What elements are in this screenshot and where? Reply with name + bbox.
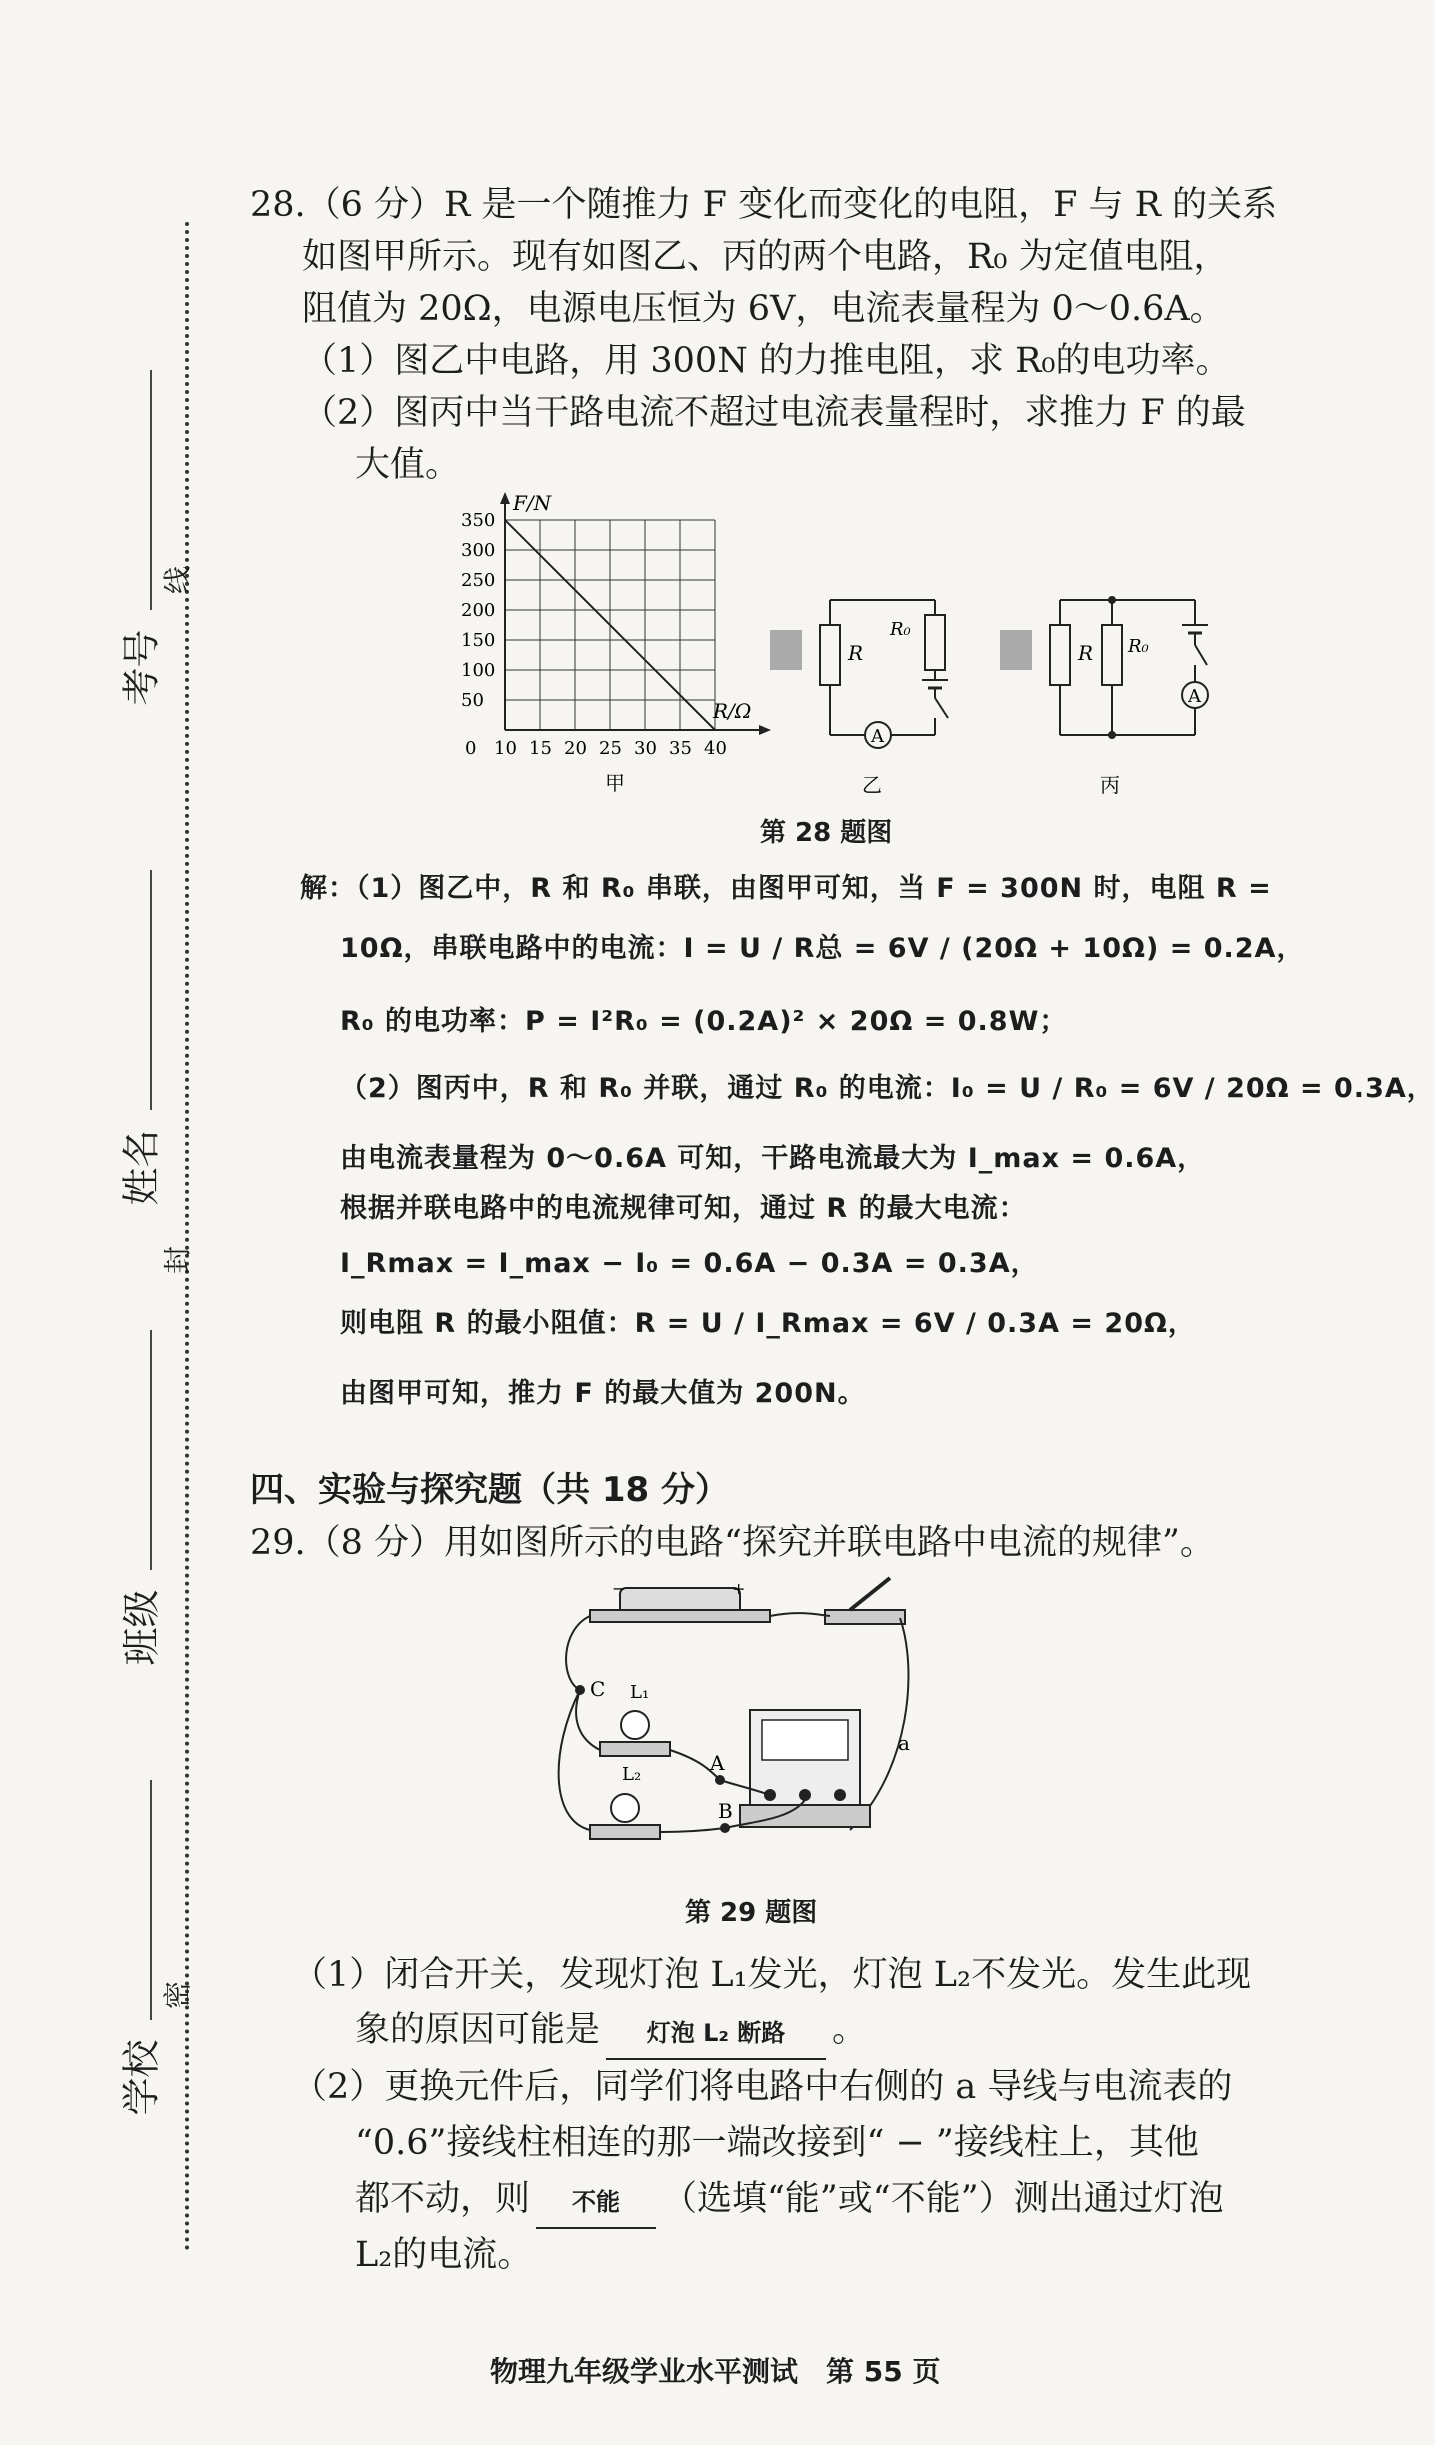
circuit-yi-caption: 乙 xyxy=(862,773,882,797)
switch xyxy=(1195,645,1207,665)
school-label: 学校 xyxy=(119,2039,164,2116)
label-l1: L₁ xyxy=(630,1682,650,1703)
q29-part2-answer: 不能 xyxy=(536,2177,656,2229)
q28-line-1: 28.（6 分）R 是一个随推力 F 变化而变化的电阻，F 与 R 的关系 xyxy=(250,185,1278,225)
label-a-point: A xyxy=(710,1751,725,1775)
y-tick-label: 150 xyxy=(461,630,496,651)
class-blank xyxy=(150,1330,152,1570)
q28-line-2: 如图甲所示。现有如图乙、丙的两个电路，R₀ 为定值电阻， xyxy=(302,237,1229,277)
q28-line-3: 阻值为 20Ω，电源电压恒为 6V，电流表量程为 0～0.6A。 xyxy=(302,289,1225,329)
q29-experiment-figure xyxy=(550,1570,920,1880)
lamp-l2-base xyxy=(590,1825,660,1839)
origin-tick-label: 0 xyxy=(465,738,477,759)
label-r0: R₀ xyxy=(890,619,911,640)
y-tick-label: 350 xyxy=(461,510,496,531)
solution-line-4: （2）图丙中，R 和 R₀ 并联，通过 R₀ 的电流：I₀ = U / R₀ = 6V / 20Ω = 0.3A， xyxy=(340,1073,1435,1104)
ammeter-base xyxy=(740,1805,870,1827)
graph-ticks xyxy=(461,510,727,759)
label-r: R xyxy=(1078,641,1094,665)
resistor-r xyxy=(820,625,840,685)
resistor-r0 xyxy=(1102,625,1122,685)
circuit-bing-caption: 丙 xyxy=(1100,773,1120,797)
lamp-l1-bulb xyxy=(621,1711,649,1739)
switch-base xyxy=(825,1610,905,1624)
pusher-block xyxy=(1000,630,1032,670)
solution-line-9: 由图甲可知，推力 F 的最大值为 200N。 xyxy=(340,1378,866,1409)
circuit-bing xyxy=(1000,580,1215,805)
label-r: R xyxy=(848,641,864,665)
solution-line-3: R₀ 的电功率：P = I²R₀ = (0.2A)² × 20Ω = 0.8W； xyxy=(340,1006,1068,1037)
solution-line-5: 由电流表量程为 0～0.6A 可知，干路电流最大为 I_max = 0.6A， xyxy=(340,1143,1206,1174)
label-c: C xyxy=(590,1677,606,1701)
name-blank xyxy=(150,870,152,1110)
lamp-l2-bulb xyxy=(611,1794,639,1822)
circuit-yi xyxy=(770,580,970,805)
school-blank xyxy=(150,1780,152,2020)
q29-part1-answer: 灯泡 L₂ 断路 xyxy=(606,2008,826,2060)
ammeter-label: A xyxy=(1188,686,1201,707)
switch xyxy=(935,698,948,718)
label-wire-a: a xyxy=(898,1731,910,1755)
q29-part1-suffix: 。 xyxy=(832,2010,868,2050)
resistor-r xyxy=(1050,625,1070,685)
y-tick-label: 50 xyxy=(461,690,484,711)
label-r0: R₀ xyxy=(1128,636,1149,657)
ammeter-label: A xyxy=(871,726,884,747)
battery-plus: + xyxy=(732,1579,746,1598)
q29-part1-line-2 xyxy=(355,2005,867,2060)
q28-line-5: （2）图丙中当干路电流不超过电流表量程时，求推力 F 的最 xyxy=(302,393,1246,433)
x-tick-label: 30 xyxy=(634,738,657,759)
graph-sub-caption: 甲 xyxy=(605,771,625,795)
q29-part2-line-2: “0.6”接线柱相连的那一端改接到“ − ”接线柱上，其他 xyxy=(355,2123,1199,2163)
seal-feng-char: 封 xyxy=(161,1245,195,1275)
y-tick-label: 200 xyxy=(461,600,496,621)
y-tick-label: 250 xyxy=(461,570,496,591)
terminal-3 xyxy=(834,1789,846,1801)
pusher-block xyxy=(770,630,802,670)
y-tick-label: 100 xyxy=(461,660,496,681)
class-label: 班级 xyxy=(119,1589,164,1666)
ammeter-dial xyxy=(762,1720,848,1760)
q28-figure-caption: 第 28 题图 xyxy=(760,818,893,848)
x-tick-label: 15 xyxy=(529,738,552,759)
q29-part2-line-4: L₂的电流。 xyxy=(355,2235,533,2275)
section-4-heading: 四、实验与探究题（共 18 分） xyxy=(250,1470,729,1510)
q29-part2-prefix: 都不动，则 xyxy=(355,2179,531,2219)
switch-lever xyxy=(850,1578,890,1610)
q29-line-1: 29.（8 分）用如图所示的电路“探究并联电路中电流的规律”。 xyxy=(250,1523,1215,1563)
solution-line-6: 根据并联电路中的电流规律可知，通过 R 的最大电流： xyxy=(340,1193,1027,1224)
solution-line-1: 解：（1）图乙中，R 和 R₀ 串联，由图甲可知，当 F = 300N 时，电阻 R = xyxy=(300,873,1272,904)
exam-number-label: 考号 xyxy=(119,629,164,706)
battery-minus: − xyxy=(612,1579,626,1598)
q28-line-6: 大值。 xyxy=(355,445,461,485)
name-label: 姓名 xyxy=(119,1129,164,1206)
y-tick-label: 300 xyxy=(461,540,496,561)
seal-line-char: 线 xyxy=(161,565,195,595)
q29-part1-line-1: （1）闭合开关，发现灯泡 L₁发光，灯泡 L₂不发光。发生此现 xyxy=(292,1955,1252,1995)
q28-line-4: （1）图乙中电路，用 300N 的力推电阻，求 R₀的电功率。 xyxy=(302,341,1231,381)
solution-line-8: 则电阻 R 的最小阻值：R = U / I_Rmax = 6V / 0.3A = 20Ω， xyxy=(340,1308,1196,1339)
q29-part2-line-3 xyxy=(355,2174,1224,2229)
x-tick-label: 25 xyxy=(599,738,622,759)
x-tick-label: 35 xyxy=(669,738,692,759)
q29-figure-caption: 第 29 题图 xyxy=(685,1898,818,1928)
q29-part2-suffix: （选填“能”或“不能”）测出通过灯泡 xyxy=(662,2179,1224,2219)
y-axis-arrow xyxy=(500,492,510,504)
solution-line-7: I_Rmax = I_max − I₀ = 0.6A − 0.3A = 0.3A， xyxy=(340,1248,1039,1279)
y-axis-label: F/N xyxy=(513,491,552,515)
q29-part2-line-1: （2）更换元件后，同学们将电路中右侧的 a 导线与电流表的 xyxy=(292,2067,1233,2107)
terminal-06 xyxy=(799,1789,811,1801)
label-l2: L₂ xyxy=(622,1764,642,1785)
x-tick-label: 10 xyxy=(494,738,517,759)
label-b-point: B xyxy=(718,1799,733,1823)
f-r-graph xyxy=(445,490,785,800)
exam-number-blank xyxy=(150,370,152,610)
solution-line-2: 10Ω，串联电路中的电流：I = U / R总 = 6V / (20Ω + 10Ω) = 0.2A， xyxy=(340,933,1305,964)
q29-part1-prefix: 象的原因可能是 xyxy=(355,2010,601,2050)
resistor-r0 xyxy=(925,615,945,670)
binding-dotted-line xyxy=(185,222,189,2252)
page-footer: 物理九年级学业水平测试 第 55 页 xyxy=(490,2355,941,2388)
x-axis-label: R/Ω xyxy=(713,699,752,723)
seal-mi-char: 密 xyxy=(161,1980,195,2010)
x-tick-label: 40 xyxy=(704,738,727,759)
lamp-l1-base xyxy=(600,1742,670,1756)
x-tick-label: 20 xyxy=(564,738,587,759)
